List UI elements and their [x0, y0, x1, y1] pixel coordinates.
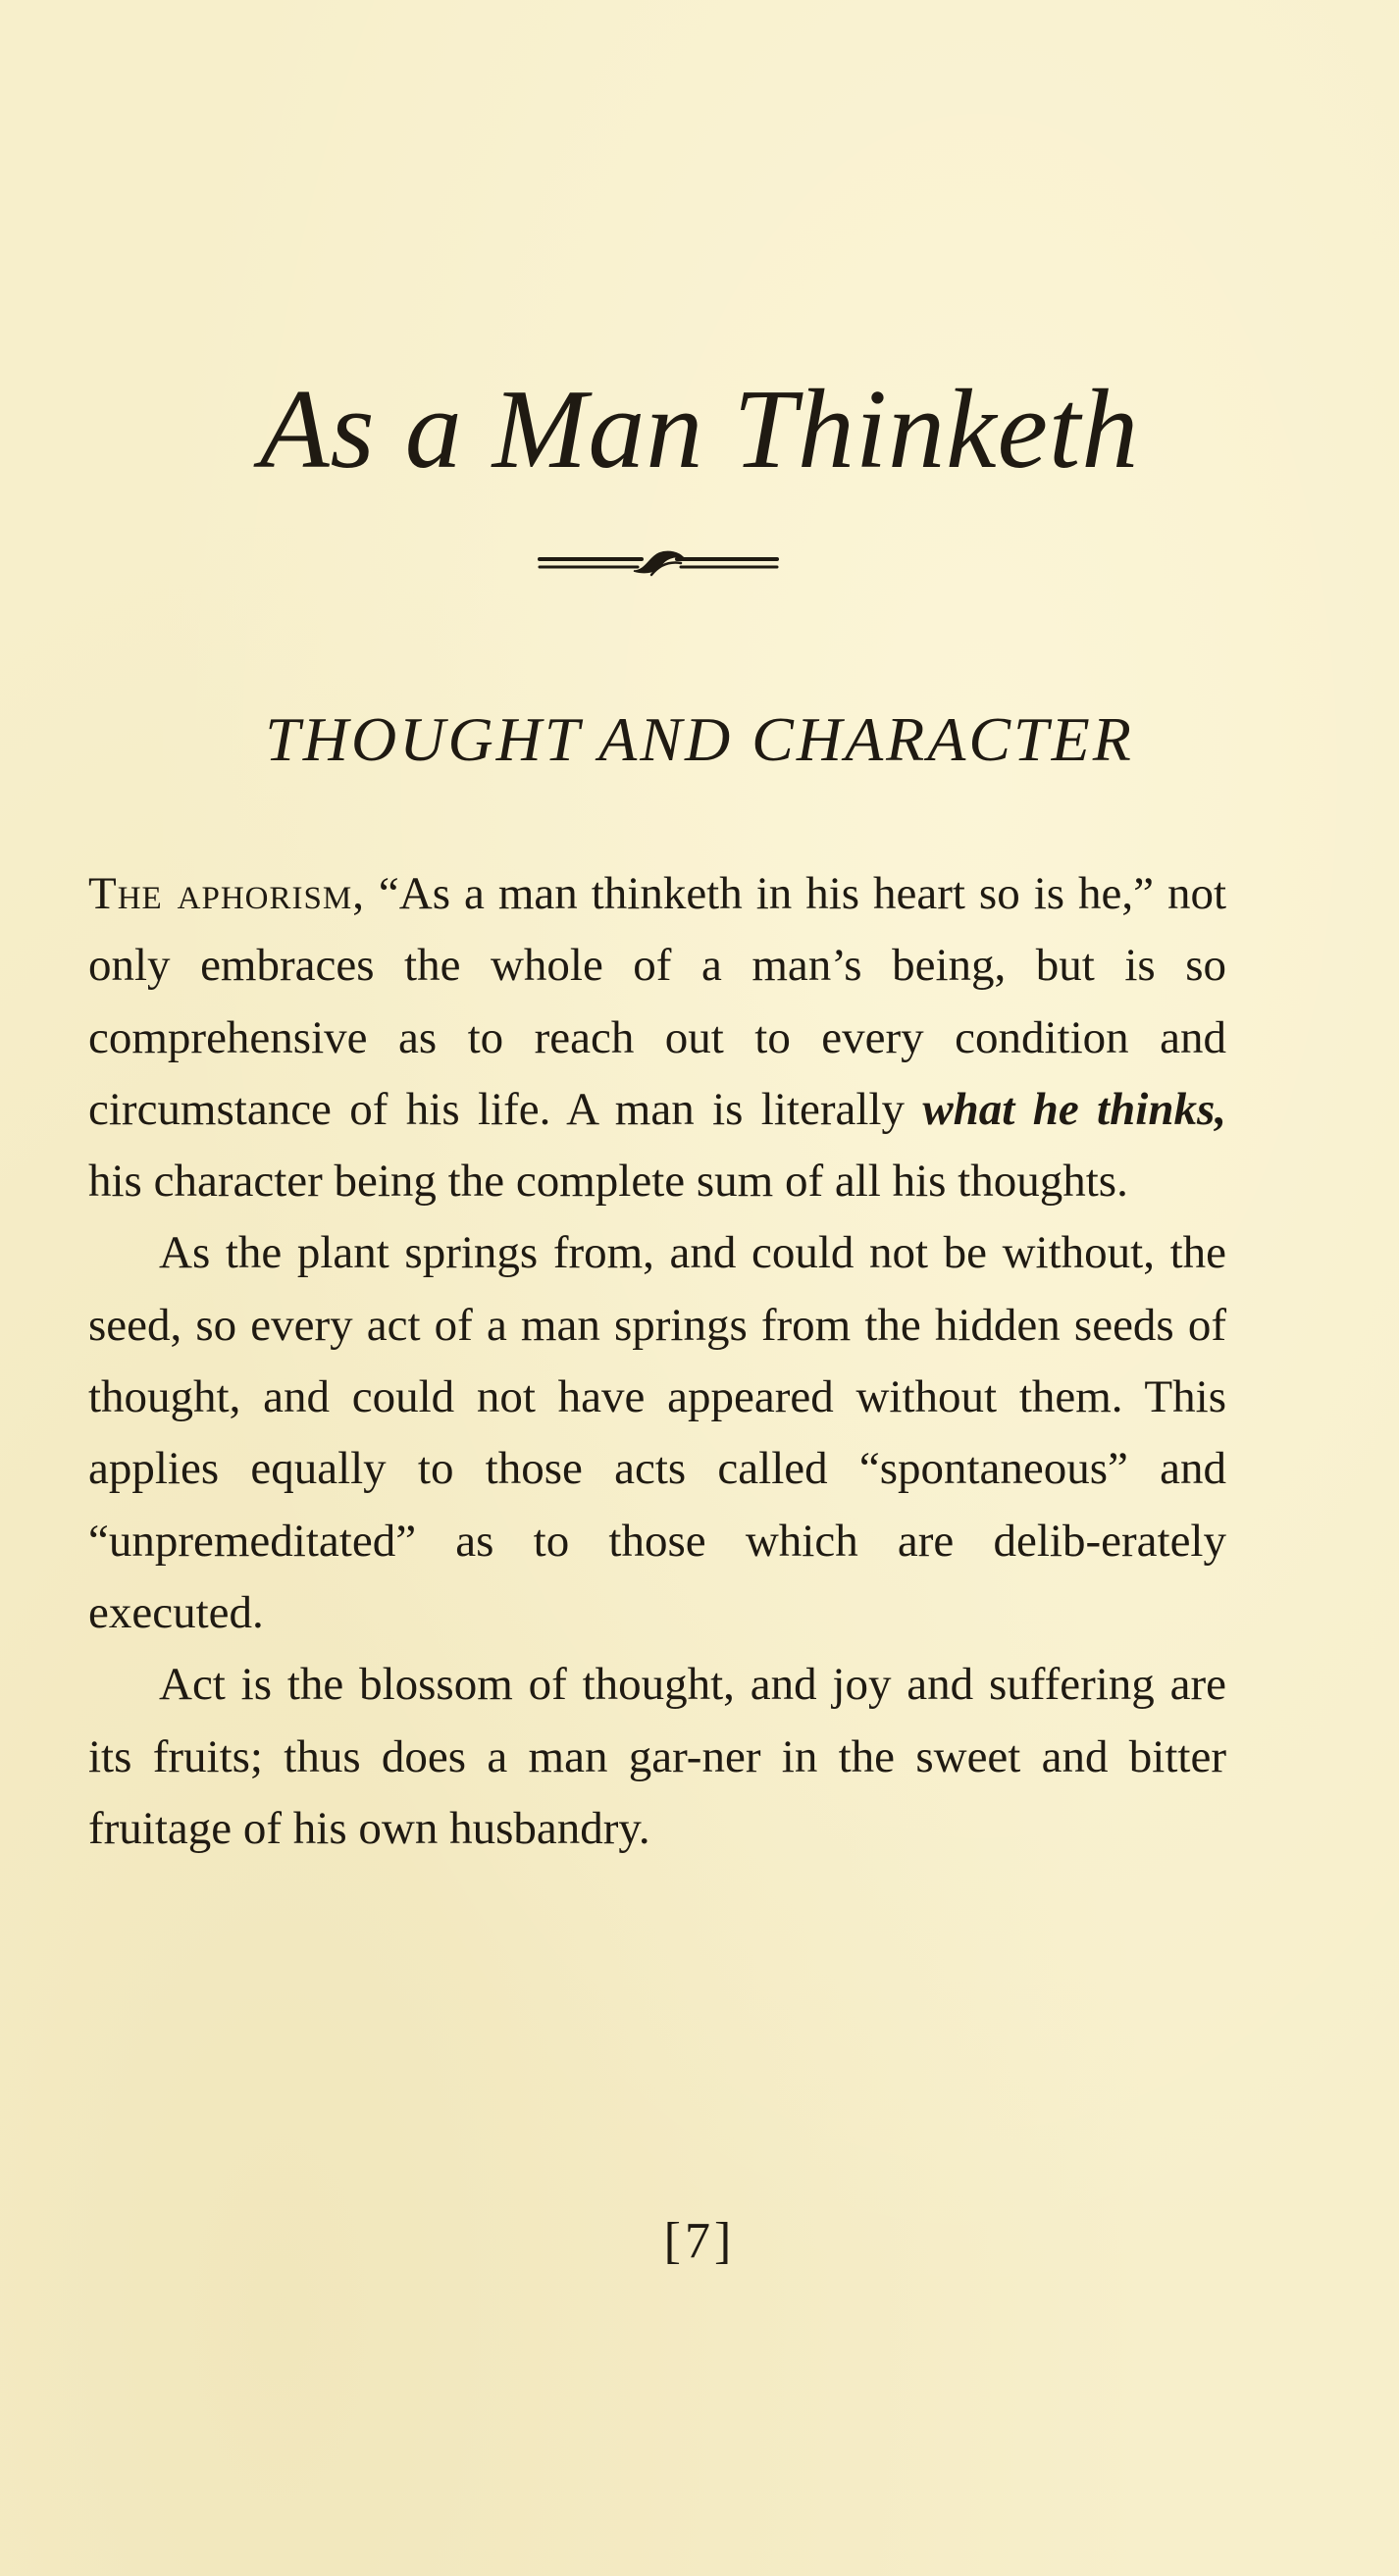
fleuron-divider-icon: [536, 545, 781, 581]
paragraph-3: Act is the blossom of thought, and joy and suffering are its fruits; thus does a man gar-ner in the sweet and bitter fruitage of his own husbandry.: [88, 1659, 1226, 1854]
paragraph-2: As the plant springs from, and could not be without, the seed, so every act of a man springs from the hidden seeds of thought, and could not have appeared without them. This applies equally to those acts called “spontaneous” and “unpremeditated” as to those which are delib-erately executed.: [88, 1227, 1226, 1638]
paragraph-1: [88, 858, 1226, 1217]
chapter-body: [88, 858, 1226, 1865]
paragraph-lead-in: The aphorism,: [88, 868, 365, 919]
paragraph-text: “As a man thinketh in his heart so is he,” not only embraces the whole of a man’s being, but is so comprehensive as to reach out to every condition and circumstance of his life. A man is literally: [88, 868, 1226, 1135]
chapter-title: THOUGHT AND CHARACTER: [265, 704, 1134, 774]
paragraph-text: his character being the complete sum of all his thoughts.: [88, 1156, 1128, 1208]
book-title: As a Man Thinketh: [259, 367, 1140, 492]
emphasized-phrase: what he thinks,: [922, 1083, 1226, 1135]
page-number: [7]: [663, 2213, 736, 2269]
